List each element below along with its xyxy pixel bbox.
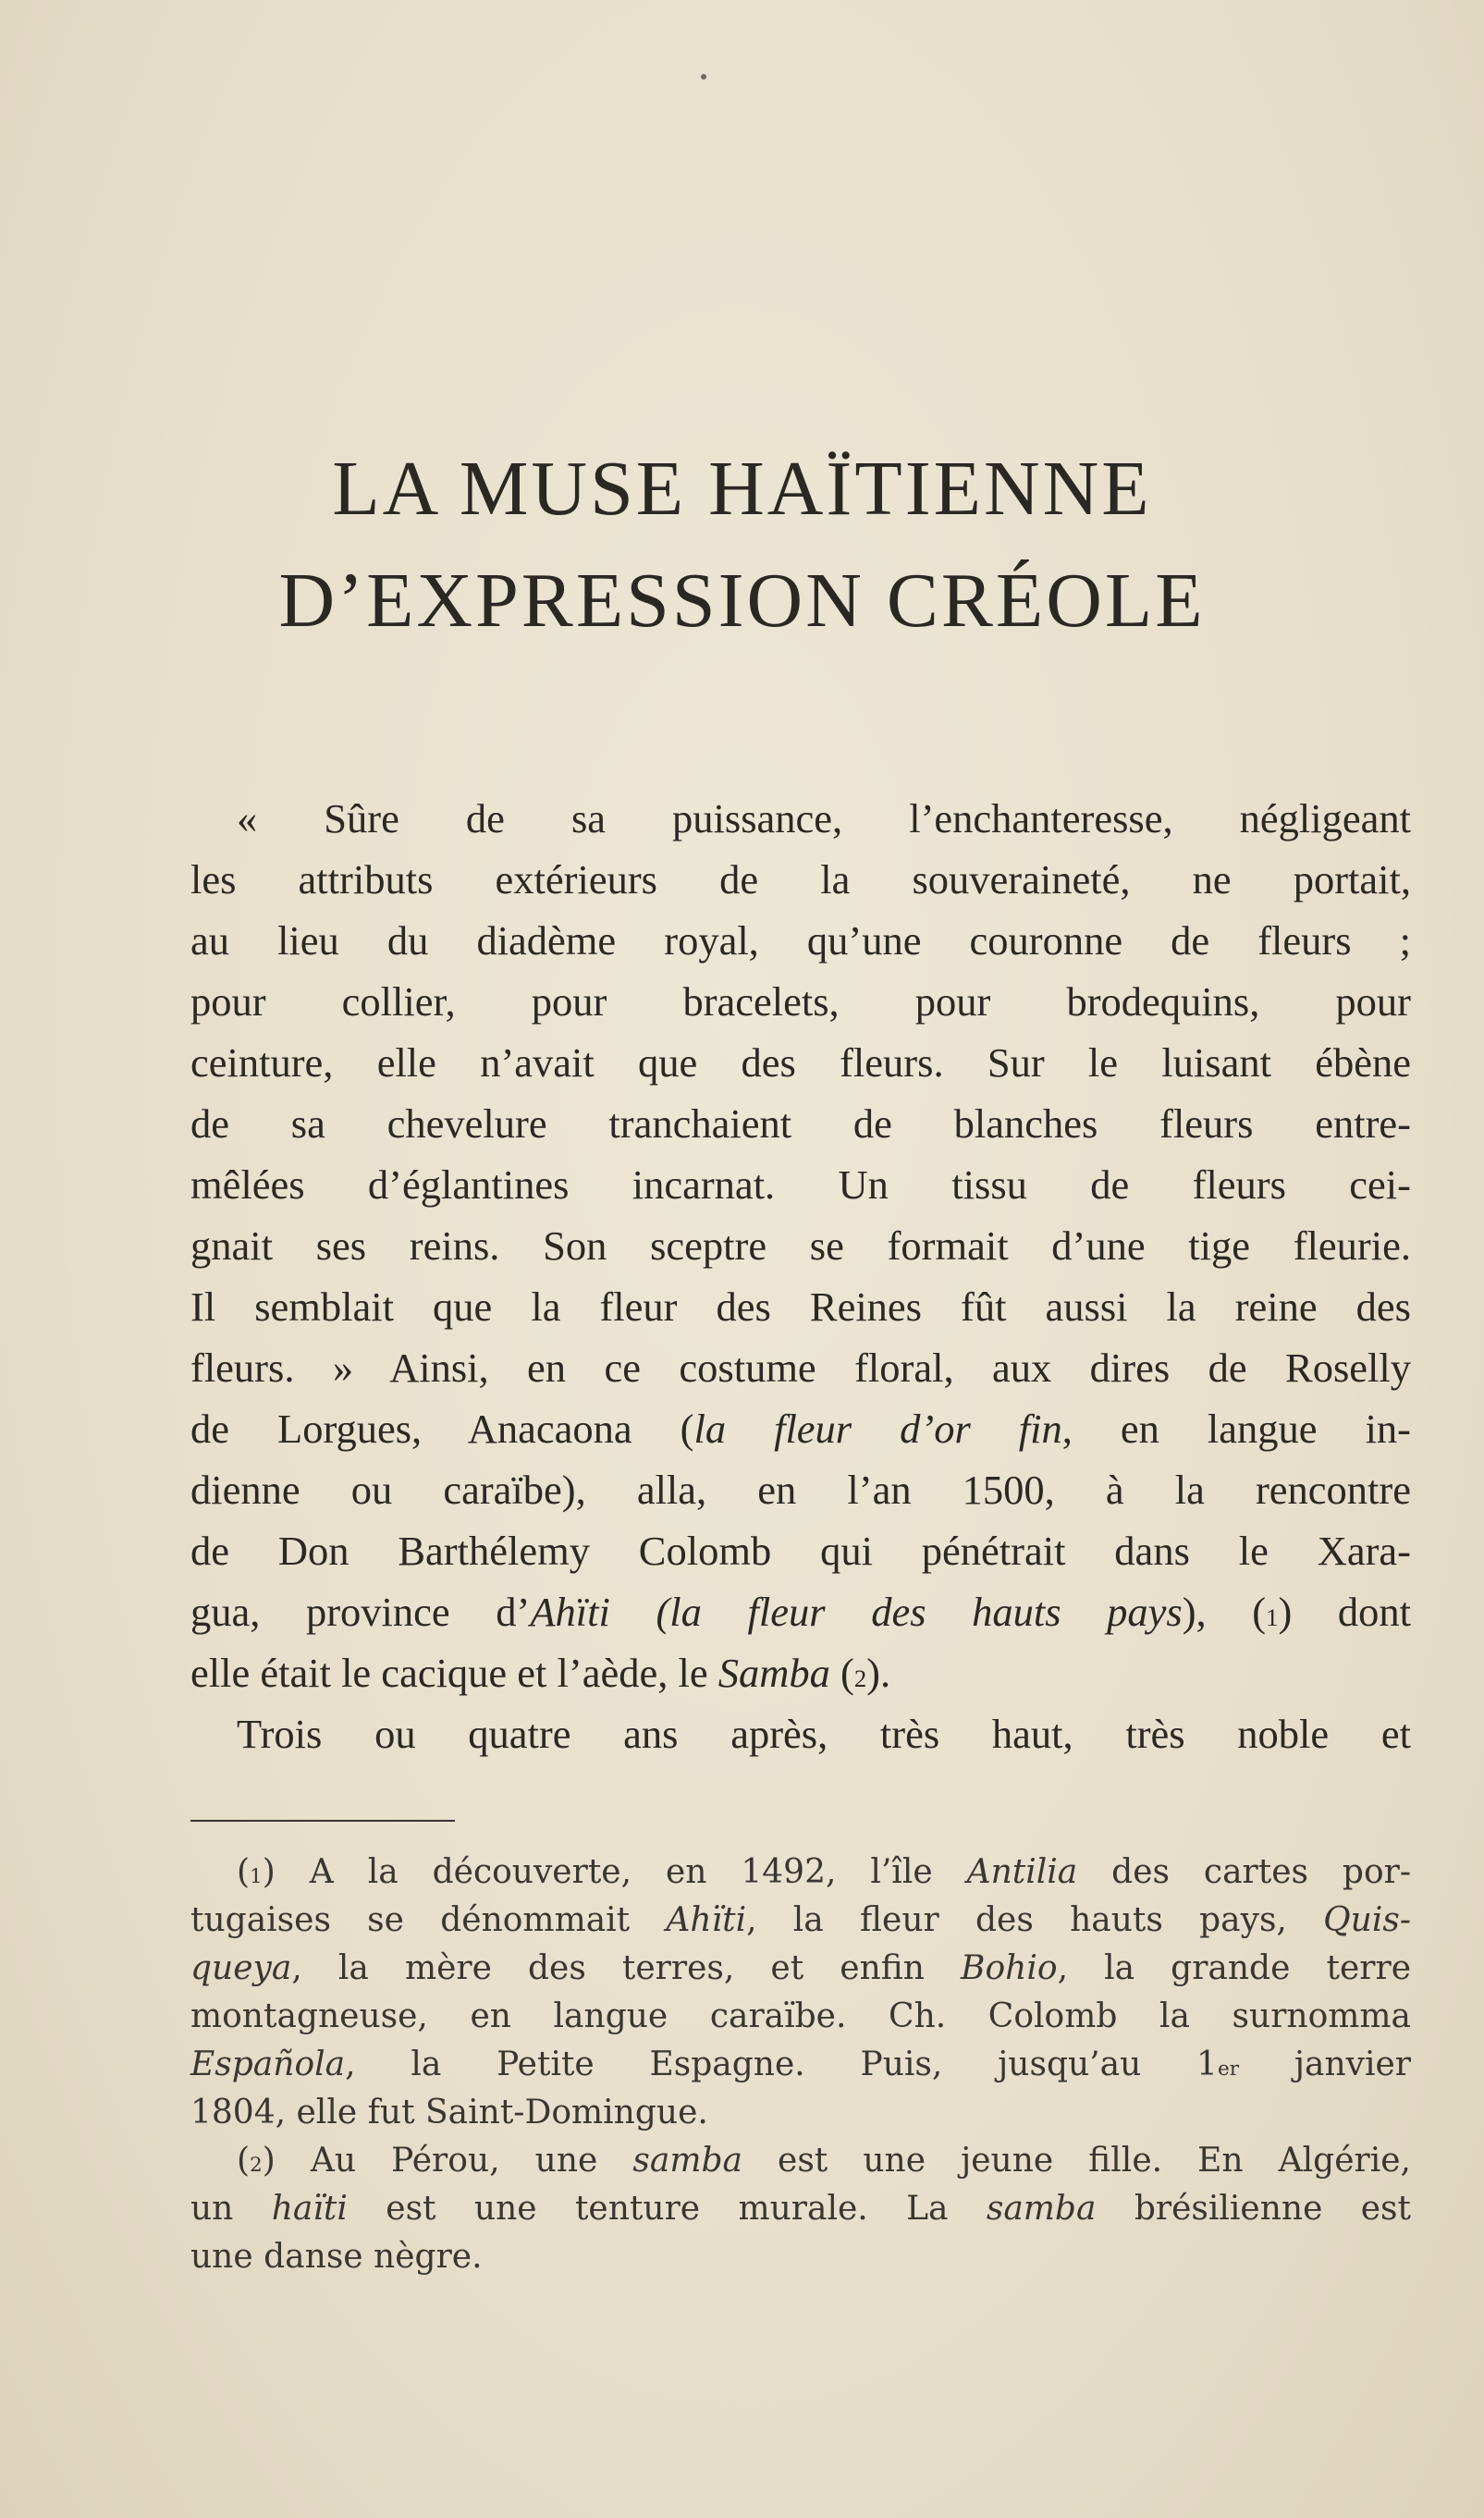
footnote-line [237,2143,1411,2180]
text-line: « Sûre de sa puissance, l’enchanteresse, négligeant [237,795,1411,841]
text-line [190,1401,1411,1456]
text-line [190,1584,1411,1640]
italic-run: samba [986,2190,1097,2228]
text-run: elle était le cacique et l’aède, le [190,1650,718,1696]
text-run: de Lorgues, Anacaona ( [190,1406,694,1452]
text-run: , la mère des terres, et enfin [291,1949,962,1987]
text-run: ) Au Pérou, une [262,2142,633,2180]
text-run: , la fleur des hauts pays, [746,1901,1324,1939]
text-run: , en langue in- [1061,1406,1411,1452]
text-run: ), ( [1182,1589,1267,1635]
text-line: pour collier, pour bracelets, pour brodequins, pour [190,978,1411,1025]
italic-run: la fleur d’or fin [693,1406,1062,1452]
text-line: mêlées d’églantines incarnat. Un tissu de fleurs cei- [190,1161,1411,1208]
italic-run: Española [190,2045,346,2083]
text-line [190,1645,1411,1701]
footnote-line [190,1950,1411,1987]
superscript: er [1217,2057,1240,2081]
italic-run: Ahïti (la fleur des hauts pays [530,1589,1183,1635]
text-run: gua, province d’ [190,1589,531,1635]
footnote-line: une danse nègre. [190,2238,483,2276]
footnote-line: montagneuse, en langue caraïbe. Ch. Colomb la surnomma [190,1997,1411,2035]
footnote-ref-1: 1 [1266,1603,1279,1631]
italic-run: samba [632,2142,742,2180]
text-run: tugaises se dénommait [190,1901,667,1939]
footnote-separator [190,1820,455,1822]
text-line: dienne ou caraïbe), alla, en l’an 1500, à la rencontre [190,1467,1411,1513]
text-run: ( [237,1853,251,1891]
footnote-line: 1804, elle fut Saint-Domingue. [190,2094,708,2131]
text-line: gnait ses reins. Son sceptre se formait d’une tige fleurie. [190,1222,1411,1269]
italic-run: queya [190,1949,292,1987]
footnote-ref-2: 2 [853,1664,867,1692]
printer-dot [701,74,706,80]
chapter-title-line-1: LA MUSE HAÏTIENNE [332,446,1152,532]
text-line: les attributs extérieurs de la souveraineté, ne portait, [190,856,1411,903]
italic-run: haïti [271,2190,348,2228]
text-run: un [190,2190,272,2228]
text-line: Trois ou quatre ans après, très haut, très noble et [237,1711,1411,1757]
italic-run: Ahïti [666,1901,747,1939]
text-run: , la Petite Espagne. Puis, jusqu’au 1 [345,2045,1218,2083]
footnote-line [190,1902,1411,1939]
text-run: des cartes por- [1077,1853,1412,1891]
chapter-title-line-2: D’EXPRESSION CRÉOLE [278,558,1206,644]
text-line: Il semblait que la fleur des Reines fût aussi la reine des [190,1284,1411,1330]
text-run: brésilienne est [1096,2190,1411,2228]
footnote-line [190,2191,1411,2228]
footnote-number: 1 [250,1865,263,1888]
text-run: ) A la découverte, en 1492, l’île [262,1853,967,1891]
footnote-line [237,1854,1411,1891]
text-run: ( [237,2142,251,2180]
italic-run: Antilia [966,1853,1078,1891]
text-run: ). [866,1650,891,1696]
text-run: est une tenture murale. La [347,2190,987,2228]
text-line: au lieu du diadème royal, qu’une couronne de fleurs ; [190,917,1411,964]
footnote-number: 2 [250,2154,263,2177]
italic-run: Samba [717,1650,830,1696]
text-line: de sa chevelure tranchaient de blanches fleurs entre- [190,1100,1411,1147]
italic-run: Quis- [1323,1901,1411,1939]
italic-run: Bohio [961,1949,1058,1987]
text-run: est une jeune fille. En Algérie, [742,2142,1411,2180]
text-run: ) dont [1278,1589,1411,1635]
text-line: de Don Barthélemy Colomb qui pénétrait dans le Xara- [190,1528,1411,1574]
text-line: ceinture, elle n’avait que des fleurs. Sur le luisant ébène [190,1039,1411,1086]
footnote-line [190,2046,1411,2083]
text-run: janvier [1239,2045,1411,2083]
text-run: ( [829,1650,854,1696]
text-run: , la grande terre [1057,1949,1411,1987]
text-line: fleurs. » Ainsi, en ce costume floral, aux dires de Roselly [190,1345,1411,1391]
